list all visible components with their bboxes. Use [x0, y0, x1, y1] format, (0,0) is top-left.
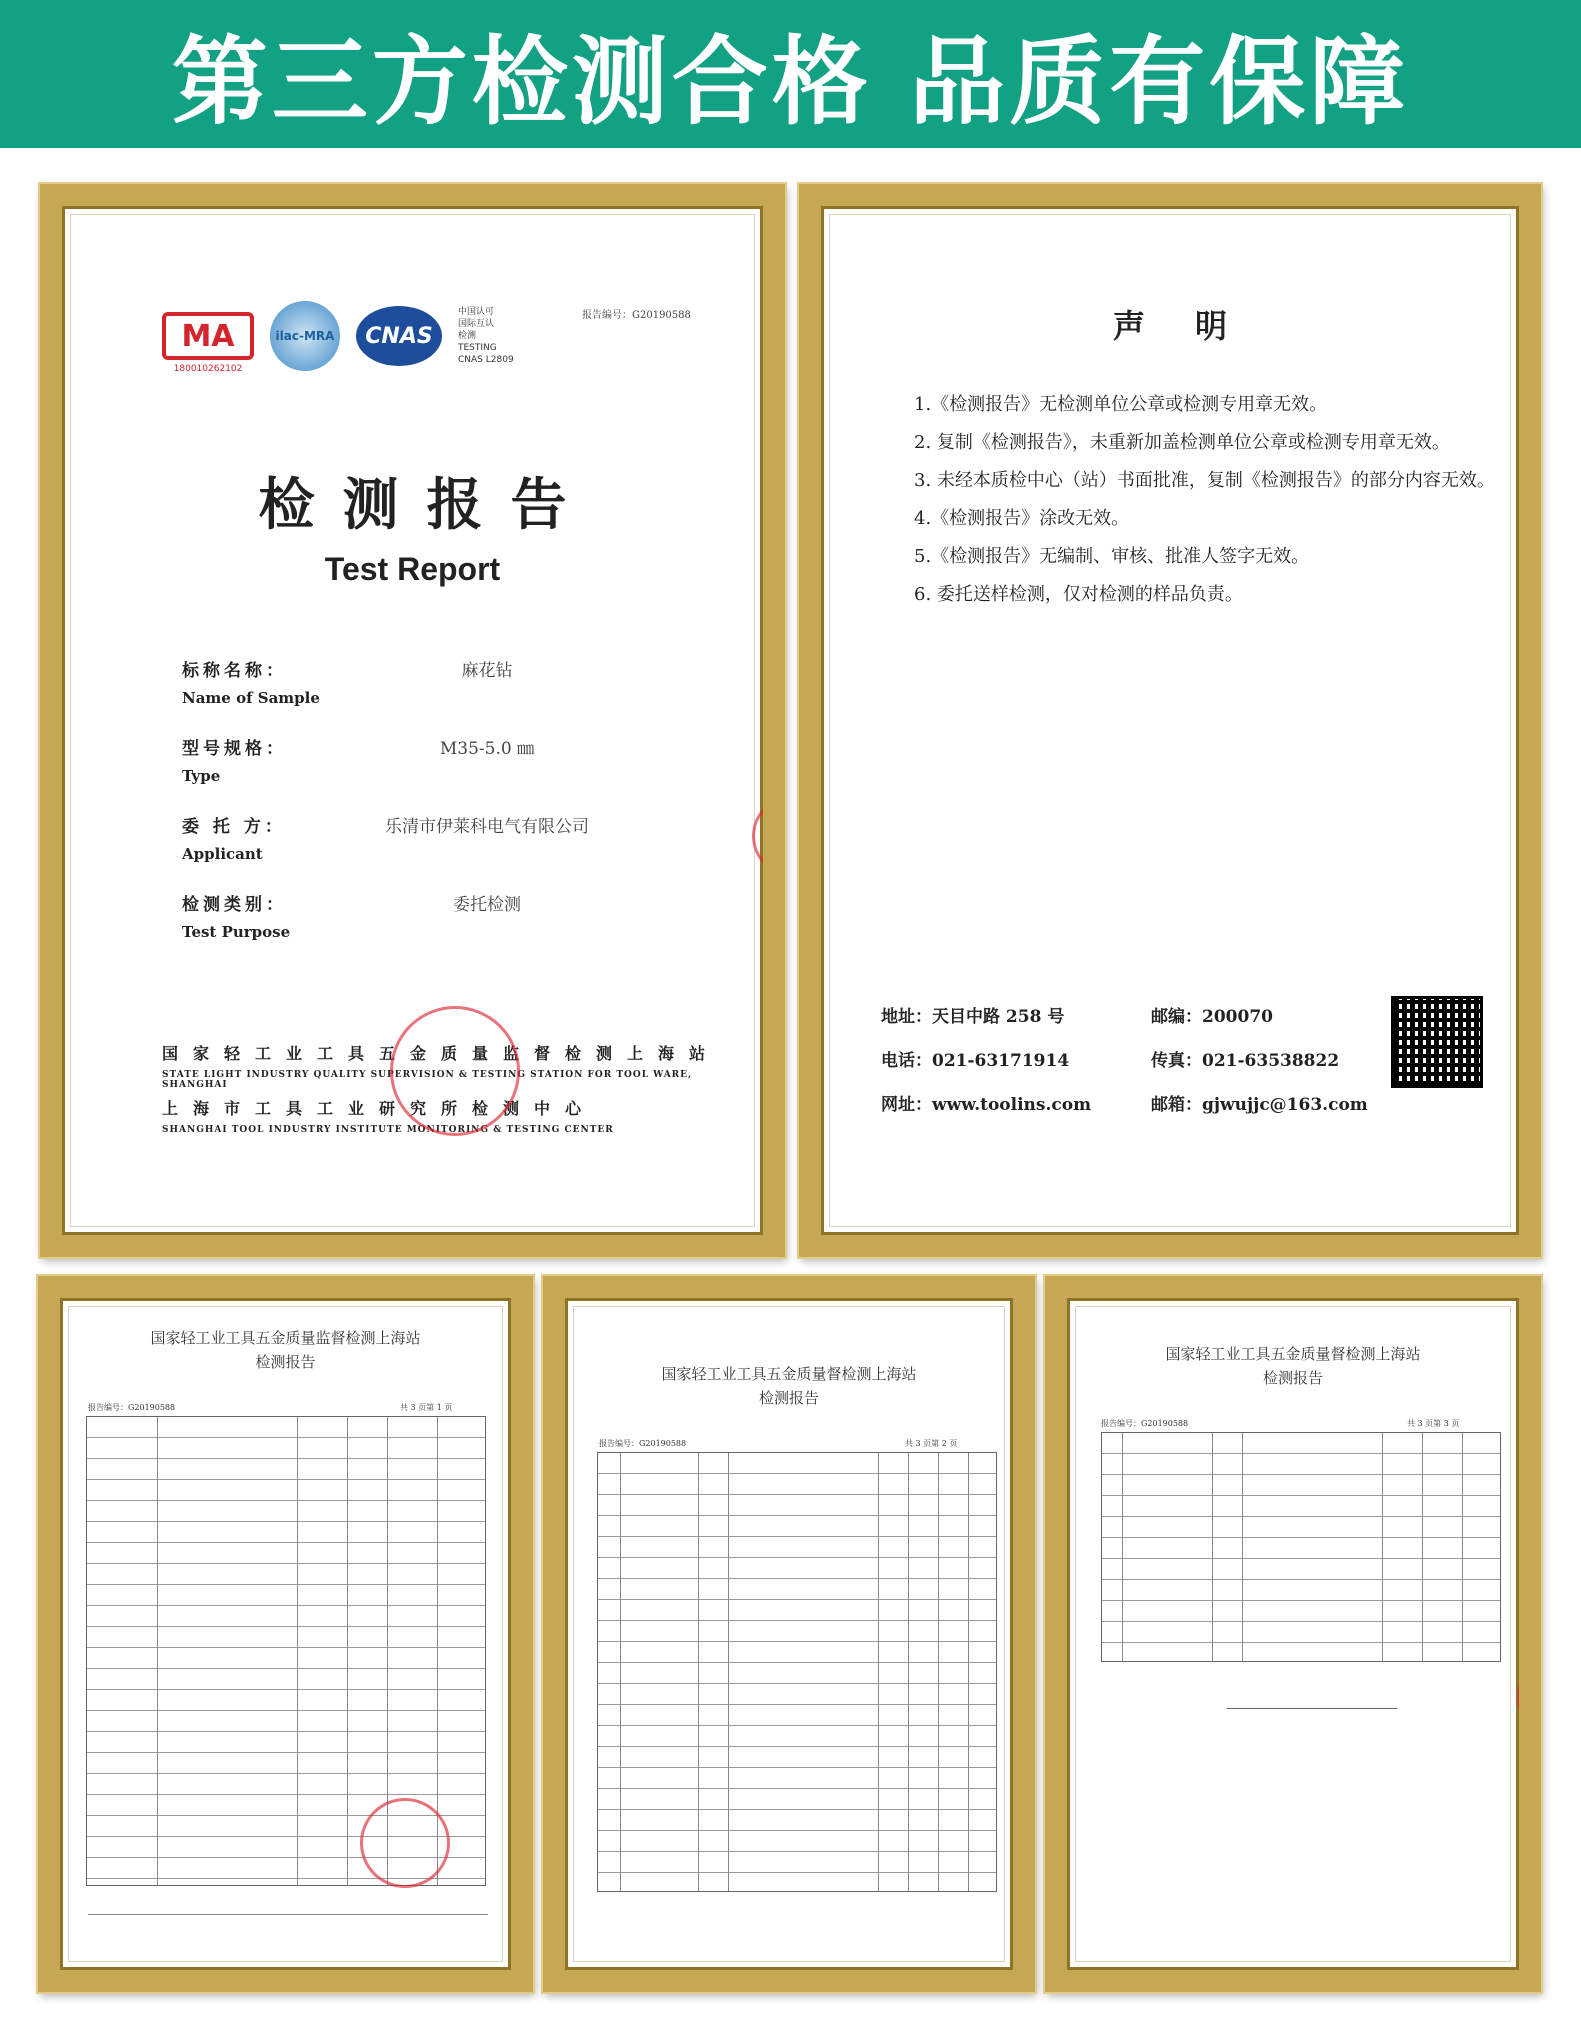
report-page-1-signatures [88, 1914, 488, 1921]
contact-website: 网址：www.toolins.com [881, 1095, 1092, 1115]
accreditation-logos [162, 301, 528, 374]
report-page-1-page: 共 3 页第 1 页 [400, 1403, 453, 1412]
declaration-item: 6. 委托送样检测，仅对检测的样品负责。 [914, 584, 1243, 605]
report-page-2-number: 报告编号：G20190588 [599, 1439, 687, 1448]
ma-logo: MA 180010262102 [162, 312, 254, 360]
cnas-logo: CNAS [356, 306, 442, 366]
report-number: 报告编号：G20190588 [582, 310, 691, 321]
banner [0, 0, 1581, 148]
field-test-purpose: 检测类别： Test Purpose 委托检测 [182, 895, 521, 941]
declaration-item: 1.《检测报告》无检测单位公章或检测专用章无效。 [914, 394, 1328, 415]
contact-address: 地址：天目中路 258 号 [881, 1007, 1065, 1027]
field-type: 型号规格： Type M35-5.0 ㎜ [182, 739, 535, 785]
declaration-item: 5.《检测报告》无编制、审核、批准人签字无效。 [914, 546, 1310, 567]
contact-fax: 传真：021-63538822 [1151, 1051, 1340, 1071]
report-page-3-edge-seal [1517, 1658, 1541, 1738]
report-page-1-number: 报告编号：G20190588 [88, 1403, 176, 1412]
report-page-3-frame [1045, 1276, 1541, 1992]
official-seal-stamp [390, 1006, 520, 1136]
report-page-2-frame [543, 1276, 1035, 1992]
report-page-1-seal [360, 1798, 450, 1888]
contact-postcode: 邮编：200070 [1151, 1007, 1273, 1027]
field-sample-name: 标称名称： Name of Sample 麻花钻 [182, 661, 513, 707]
qr-code [1391, 996, 1483, 1088]
report-page-3-end-line [1227, 1708, 1397, 1709]
declaration-item: 4.《检测报告》涂改无效。 [914, 508, 1130, 529]
report-page-2-page: 共 3 页第 2 页 [905, 1439, 958, 1448]
report-page-2-table [597, 1452, 997, 1892]
contact-email: 邮箱：gjwujjc@163.com [1151, 1095, 1368, 1115]
issuer-block: 国家轻工业工具五金质量监督检测上海站 STATE LIGHT INDUSTRY QUALITY SUPERVISION & TESTING STATION FOR TOOL WARE, SHANGHAI 上海市工具工业研究所检测中心 SHANGHAI TOOL INDUSTRY INSTITUTE MONITORING & TESTING CENTER [162, 1044, 721, 1135]
declaration-frame [799, 184, 1541, 1257]
report-page-2-header: 国家轻工业工具五金质量督检测上海站 检测报告 [661, 1365, 917, 1407]
declaration-item: 2. 复制《检测报告》，未重新加盖检测单位公章或检测专用章无效。 [914, 432, 1450, 453]
declaration-list [876, 386, 1496, 614]
report-page-3-number: 报告编号：G20190588 [1101, 1419, 1189, 1428]
declaration-title: 声明 [1112, 307, 1277, 345]
contact-phone: 电话：021-63171914 [881, 1051, 1070, 1071]
report-subtitle: Test Report [324, 551, 501, 587]
report-page-1-frame [38, 1276, 533, 1992]
ilac-mra-logo: ilac-MRA [270, 301, 340, 371]
report-title: 检测报告 [258, 472, 595, 538]
cnas-text: 中国认可 国际互认 检测 TESTING CNAS L2809 [458, 307, 514, 365]
report-page-3-table [1101, 1432, 1501, 1662]
field-applicant: 委 托 方： Applicant 乐清市伊莱科电气有限公司 [182, 817, 589, 863]
banner-title: 第三方检测合格 品质有保障 [171, 25, 1410, 138]
report-page-1-header: 国家轻工业工具五金质量监督检测上海站 检测报告 [150, 1329, 421, 1371]
report-page-3-header: 国家轻工业工具五金质量督检测上海站 检测报告 [1165, 1345, 1421, 1387]
edge-seal-stamp [752, 796, 785, 876]
report-page-3-page: 共 3 页第 3 页 [1407, 1419, 1460, 1428]
declaration-item: 3. 未经本质检中心（站）书面批准，复制《检测报告》的部分内容无效。 [914, 470, 1495, 491]
test-report-cover-frame [40, 184, 785, 1257]
